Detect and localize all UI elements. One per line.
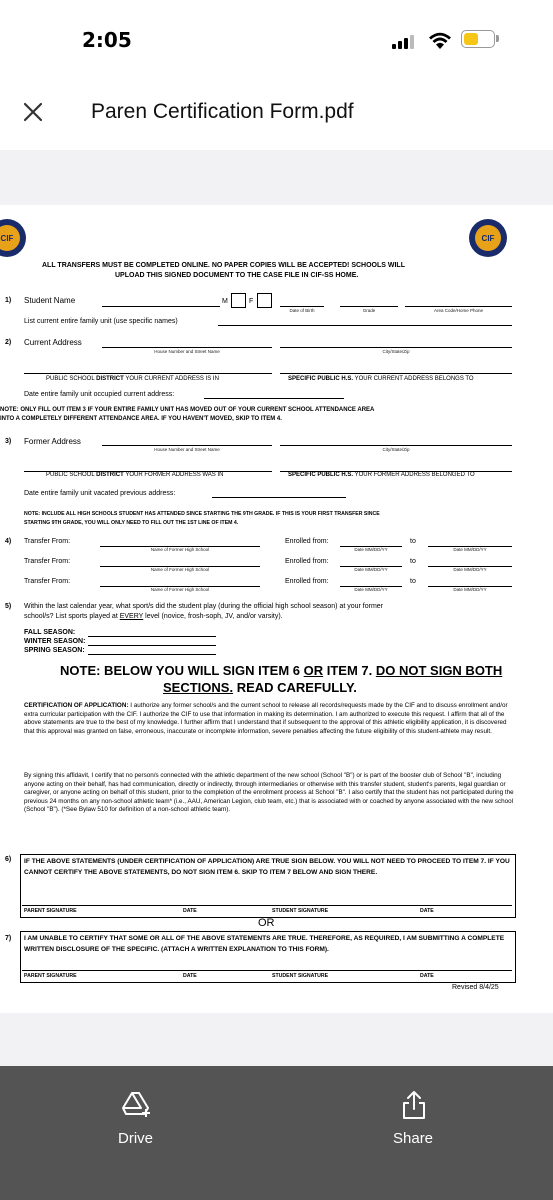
status-bar bbox=[0, 0, 553, 70]
phone-caption: Area Code/Home Phone bbox=[433, 308, 484, 313]
banner-line-1: ALL TRANSFERS MUST BE COMPLETED ONLINE. NO PAPER COPIES WILL BE ACCEPTED! SCHOOLS WILL bbox=[42, 262, 405, 269]
transfer-from-label-3: Transfer From: bbox=[24, 578, 71, 585]
vacated-date-label: Date entire family unit vacated previous address: bbox=[24, 490, 176, 497]
current-city-line[interactable] bbox=[280, 347, 512, 348]
current-district-line[interactable] bbox=[24, 373, 272, 374]
vacated-date-line[interactable] bbox=[212, 497, 346, 498]
item6-student-caption: STUDENT SIGNATURE bbox=[272, 908, 329, 914]
current-specific-line[interactable] bbox=[280, 373, 512, 374]
item6-date-caption: DATE bbox=[183, 908, 197, 914]
viewer-header bbox=[0, 70, 553, 150]
item6-date2-caption: DATE bbox=[420, 908, 434, 914]
female-label: F bbox=[249, 298, 254, 305]
sports-question-line-2: school/s? List sports played at EVERY level (novice, frosh-soph, JV, and/or varsity). bbox=[24, 613, 283, 620]
enrolled-start-caption-1: Date MM/DD/YY bbox=[354, 547, 388, 552]
spring-season-label: SPRING SEASON: bbox=[24, 647, 85, 654]
current-district-caption: PUBLIC SCHOOL DISTRICT YOUR CURRENT ADDRESS IS IN bbox=[46, 376, 219, 382]
grade-caption: Grade bbox=[362, 308, 376, 313]
revised-date: Revised 8/4/25 bbox=[452, 984, 499, 991]
item7-date2-caption: DATE bbox=[420, 973, 434, 979]
item6-parent-caption: PARENT SIGNATURE bbox=[24, 908, 77, 914]
share-button-label[interactable]: Share bbox=[393, 1130, 434, 1147]
current-city-caption: City/State/Zip bbox=[382, 349, 410, 354]
item7-date-caption: DATE bbox=[183, 973, 197, 979]
enrolled-end-caption-1: Date MM/DD/YY bbox=[453, 547, 487, 552]
item6-signature-line[interactable] bbox=[22, 905, 512, 906]
item6-text: IF THE ABOVE STATEMENTS (UNDER CERTIFICATION OF APPLICATION) ARE TRUE SIGN BELOW. YOU WILL NOT NEED TO PROCEED TO ITEM 7. IF YOU CANNOT CERTIFY THE ABOVE STATEMENTS, DO NOT SIGN ITEM 6. SKIP TO ITEM 7 BELOW AND SIGN THERE. bbox=[24, 858, 510, 876]
logo-text-left: CIF bbox=[0, 234, 14, 243]
to-label-2: to bbox=[410, 558, 416, 565]
student-name-label: Student Name bbox=[24, 296, 76, 305]
cif-logo-right bbox=[467, 217, 509, 259]
former-address-label: Former Address bbox=[24, 437, 81, 446]
male-checkbox[interactable] bbox=[231, 293, 246, 308]
item1-number: 1) bbox=[5, 297, 12, 304]
winter-season-label: WINTER SEASON: bbox=[24, 638, 86, 645]
close-icon[interactable] bbox=[22, 101, 44, 123]
bottom-action-bar bbox=[0, 1066, 553, 1200]
family-unit-line[interactable] bbox=[218, 325, 512, 326]
spring-season-line[interactable] bbox=[88, 654, 216, 655]
cellular-signal-icon bbox=[392, 35, 418, 49]
transfer-school-caption-1: Name of Former High School bbox=[150, 547, 210, 552]
transfer-school-caption-3: Name of Former High School bbox=[150, 587, 210, 592]
logo-text-right: CIF bbox=[481, 234, 495, 243]
share-icon[interactable] bbox=[400, 1090, 428, 1120]
drive-button-label[interactable]: Drive bbox=[118, 1130, 154, 1147]
document-title: Paren Certification Form.pdf bbox=[91, 100, 354, 123]
wifi-icon bbox=[427, 31, 453, 51]
note-item4-line-2: STARTING 9TH GRADE, YOU WILL ONLY NEED TO FILL OUT THE 1ST LINE OF ITEM 4. bbox=[24, 520, 239, 526]
item6-number: 6) bbox=[5, 856, 12, 863]
item7-parent-caption: PARENT SIGNATURE bbox=[24, 973, 77, 979]
item5-number: 5) bbox=[5, 603, 12, 610]
banner-line-2: UPLOAD THIS SIGNED DOCUMENT TO THE CASE FILE IN CIF-SS HOME. bbox=[115, 272, 359, 279]
current-address-label: Current Address bbox=[24, 338, 82, 347]
sign-note-line-1: NOTE: BELOW YOU WILL SIGN ITEM 6 OR ITEM 7. DO NOT SIGN BOTH bbox=[60, 663, 503, 678]
current-house-caption: House Number and Street Name bbox=[154, 349, 220, 354]
enrolled-from-label-3: Enrolled from: bbox=[285, 578, 329, 585]
sign-note-line-2: SECTIONS. READ CAREFULLY. bbox=[163, 680, 357, 695]
former-district-caption: PUBLIC SCHOOL DISTRICT YOUR FORMER ADDRESS WAS IN bbox=[46, 472, 224, 478]
clock: 2:05 bbox=[82, 28, 132, 52]
item7-number: 7) bbox=[5, 935, 12, 942]
former-city-line[interactable] bbox=[280, 445, 512, 446]
family-unit-label: List current entire family unit (use specific names) bbox=[24, 318, 178, 325]
enrolled-start-caption-2: Date MM/DD/YY bbox=[354, 567, 388, 572]
item3-number: 3) bbox=[5, 438, 12, 445]
to-label-3: to bbox=[410, 578, 416, 585]
certification-paragraph: CERTIFICATION OF APPLICATION: I authorize any former school/s and the current school to release all records/requests made by the CIF and to discuss enrollment and/or extra curricular participation with the CIF. I authorize the CIF to use that information in making its determination. I am authorized to execute this request. I affirm that all of the above statements are true to the best of my knowledge. I further affirm that I understand that if subsequent to the approval of this athletic eligibility application, it is discovered that this approval was granted on false, erroneous, inaccurate or incomplete information, severe penalties affecting the future eligibility of this student-athlete may result. bbox=[24, 702, 508, 735]
item7-student-caption: STUDENT SIGNATURE bbox=[272, 973, 329, 979]
item7-text: I AM UNABLE TO CERTIFY THAT SOME OR ALL OF THE ABOVE STATEMENTS ARE TRUE. THEREFORE, AS REQUIRED, I AM SUBMITTING A COMPLETE WRITTEN DISCLOSURE OF THE SPECIFIC. (ATTACH A WRITTEN EXPLANATION TO THIS FORM). bbox=[24, 935, 505, 953]
dob-caption: Date of Birth bbox=[289, 308, 315, 313]
fall-season-line[interactable] bbox=[88, 636, 216, 637]
former-house-line[interactable] bbox=[102, 445, 272, 446]
enrolled-from-label-2: Enrolled from: bbox=[285, 558, 329, 565]
sports-question-line-1: Within the last calendar year, what sport/s did the student play (during the official high school season) at your former bbox=[24, 603, 384, 610]
battery-nub bbox=[496, 35, 499, 42]
note-item3-line-2: INTO A COMPLETELY DIFFERENT ATTENDANCE AREA. IF YOU HAVEN'T MOVED, SKIP TO ITEM 4. bbox=[0, 416, 282, 422]
cif-logo-left bbox=[0, 217, 28, 259]
female-checkbox[interactable] bbox=[257, 293, 272, 308]
occupied-date-line[interactable] bbox=[204, 398, 344, 399]
enrolled-end-caption-2: Date MM/DD/YY bbox=[453, 567, 487, 572]
current-house-line[interactable] bbox=[102, 347, 272, 348]
to-label-1: to bbox=[410, 538, 416, 545]
note-item3-line-1: NOTE: ONLY FILL OUT ITEM 3 IF YOUR ENTIRE FAMILY UNIT HAS MOVED OUT OF YOUR CURRENT SCHOOL ATTENDANCE AREA bbox=[0, 407, 375, 413]
dob-line[interactable] bbox=[280, 306, 324, 307]
note-item4-line-1: NOTE: INCLUDE ALL HIGH SCHOOLS STUDENT HAS ATTENDED SINCE STARTING THE 9TH GRADE. IF THIS IS YOUR FIRST TRANSFER SINCE bbox=[24, 511, 380, 517]
former-city-caption: City/State/Zip bbox=[382, 447, 410, 452]
pdf-page[interactable] bbox=[0, 205, 553, 1013]
current-specific-caption: SPECIFIC PUBLIC H.S. YOUR CURRENT ADDRESS BELONGS TO bbox=[288, 376, 474, 382]
battery-icon bbox=[461, 30, 495, 48]
occupied-date-label: Date entire family unit occupied current address: bbox=[24, 391, 175, 398]
affidavit-paragraph: By signing this affidavit, I certify that no person/s connected with the athletic department of the new school (School "B") or is part of the booster club of School "B", including anyone acting on their behalf, has had communication, directly or indirectly, through intermediaries or otherwise with this transfer student, student's parents, legal guardian or caregiver, or anyone acting on behalf of this student, prior to the completion of the enrollment process at School "B". I also certify that the student has not participated during the previous 24 months on any non-school athletic team* (i.e., AAU, American Legion, club team, etc.) that is associated with or coached by anyone associated with the new school (School "B"). (*See Bylaw 510 for definition of a non-school athletic team). bbox=[24, 772, 514, 814]
phone-line[interactable] bbox=[405, 306, 512, 307]
grade-line[interactable] bbox=[340, 306, 398, 307]
item7-signature-line[interactable] bbox=[22, 970, 512, 971]
fall-season-label: FALL SEASON: bbox=[24, 629, 76, 636]
transfer-school-caption-2: Name of Former High School bbox=[150, 567, 210, 572]
male-label: M bbox=[222, 298, 228, 305]
enrolled-start-caption-3: Date MM/DD/YY bbox=[354, 587, 388, 592]
former-specific-caption: SPECIFIC PUBLIC H.S. YOUR FORMER ADDRESS BELONGED TO bbox=[288, 472, 475, 478]
student-name-line[interactable] bbox=[102, 306, 220, 307]
transfer-from-label-1: Transfer From: bbox=[24, 538, 71, 545]
winter-season-line[interactable] bbox=[88, 645, 216, 646]
or-separator: OR bbox=[258, 917, 275, 929]
drive-add-icon[interactable] bbox=[122, 1090, 152, 1118]
former-house-caption: House Number and Street Name bbox=[154, 447, 220, 452]
enrolled-end-caption-3: Date MM/DD/YY bbox=[453, 587, 487, 592]
transfer-from-label-2: Transfer From: bbox=[24, 558, 71, 565]
item2-number: 2) bbox=[5, 339, 12, 346]
item4-number: 4) bbox=[5, 538, 12, 545]
enrolled-from-label-1: Enrolled from: bbox=[285, 538, 329, 545]
